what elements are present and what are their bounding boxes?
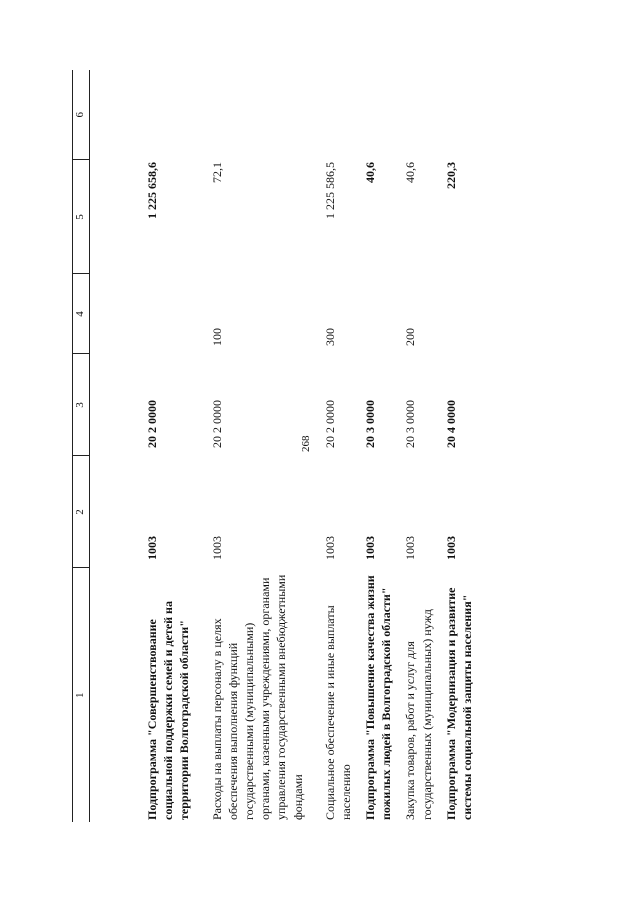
row-col6 — [396, 70, 436, 160]
table-row — [138, 70, 195, 822]
row-name: Социальное обеспечение и иные выплаты населению — [322, 605, 353, 820]
header-col-3: 3 — [73, 354, 90, 456]
table-row — [203, 70, 308, 822]
page-number: 268 — [300, 435, 312, 452]
row-expense-type — [138, 274, 195, 354]
row-name: Подпрограмма "Повышение качества жизни пожилых людей в Волгоградской области" — [363, 575, 394, 820]
table-row — [396, 70, 436, 822]
row-col6 — [138, 70, 195, 160]
header-col-5: 5 — [73, 160, 90, 274]
header-col-6: 6 — [73, 70, 90, 160]
row-amount: 40,6 — [403, 162, 418, 183]
row-expense-type — [437, 274, 477, 354]
row-amount: 72,1 — [209, 162, 224, 183]
row-expense-type: 200 — [403, 328, 418, 346]
row-target: 20 3 0000 — [363, 400, 378, 448]
header-col-2: 2 — [73, 456, 90, 568]
row-name: Закупка товаров, работ и услуг для государственных (муниципальных) нужд — [403, 609, 434, 820]
spacer-row — [195, 70, 203, 822]
row-target: 20 4 0000 — [443, 400, 458, 448]
row-name: Расходы на выплаты персоналу в целях обеспечения выполнения функций государственными (муниципальными) органами, казенными учреждениями, органами управления государственными внебюджетными фондами — [209, 574, 305, 820]
row-section: 1003 — [443, 536, 458, 560]
row-expense-type: 300 — [322, 328, 337, 346]
row-col6 — [356, 70, 396, 160]
table-row — [316, 70, 356, 822]
row-name: Подпрограмма "Модернизация и развитие системы социальной защиты населения" — [443, 587, 474, 820]
table-row — [437, 70, 477, 822]
table-header-row — [73, 70, 90, 822]
row-section: 1003 — [209, 536, 224, 560]
row-target: 20 2 0000 — [209, 400, 224, 448]
row-amount: 220,3 — [443, 162, 458, 189]
row-section: 1003 — [145, 536, 159, 560]
header-col-4: 4 — [73, 274, 90, 354]
row-amount: 1 225 658,6 — [145, 162, 159, 219]
row-section: 1003 — [322, 536, 337, 560]
table-row — [356, 70, 396, 822]
row-section: 1003 — [403, 536, 418, 560]
row-col6 — [437, 70, 477, 160]
row-col6 — [316, 70, 356, 160]
header-col-1: 1 — [73, 568, 90, 822]
spacer-row — [90, 70, 139, 822]
row-amount: 1 225 586,5 — [322, 162, 337, 219]
budget-table — [72, 70, 477, 822]
spacer-row — [308, 70, 316, 822]
row-target: 20 2 0000 — [145, 400, 159, 448]
row-expense-type — [356, 274, 396, 354]
row-expense-type: 100 — [209, 328, 224, 346]
row-section: 1003 — [363, 536, 378, 560]
row-target: 20 2 0000 — [322, 400, 337, 448]
row-amount: 40,6 — [363, 162, 378, 183]
row-col6 — [203, 70, 308, 160]
row-name: Подпрограмма "Совершенствование социальной поддержки семей и детей на территории Волгоградской области" — [145, 601, 192, 820]
row-target: 20 3 0000 — [403, 400, 418, 448]
